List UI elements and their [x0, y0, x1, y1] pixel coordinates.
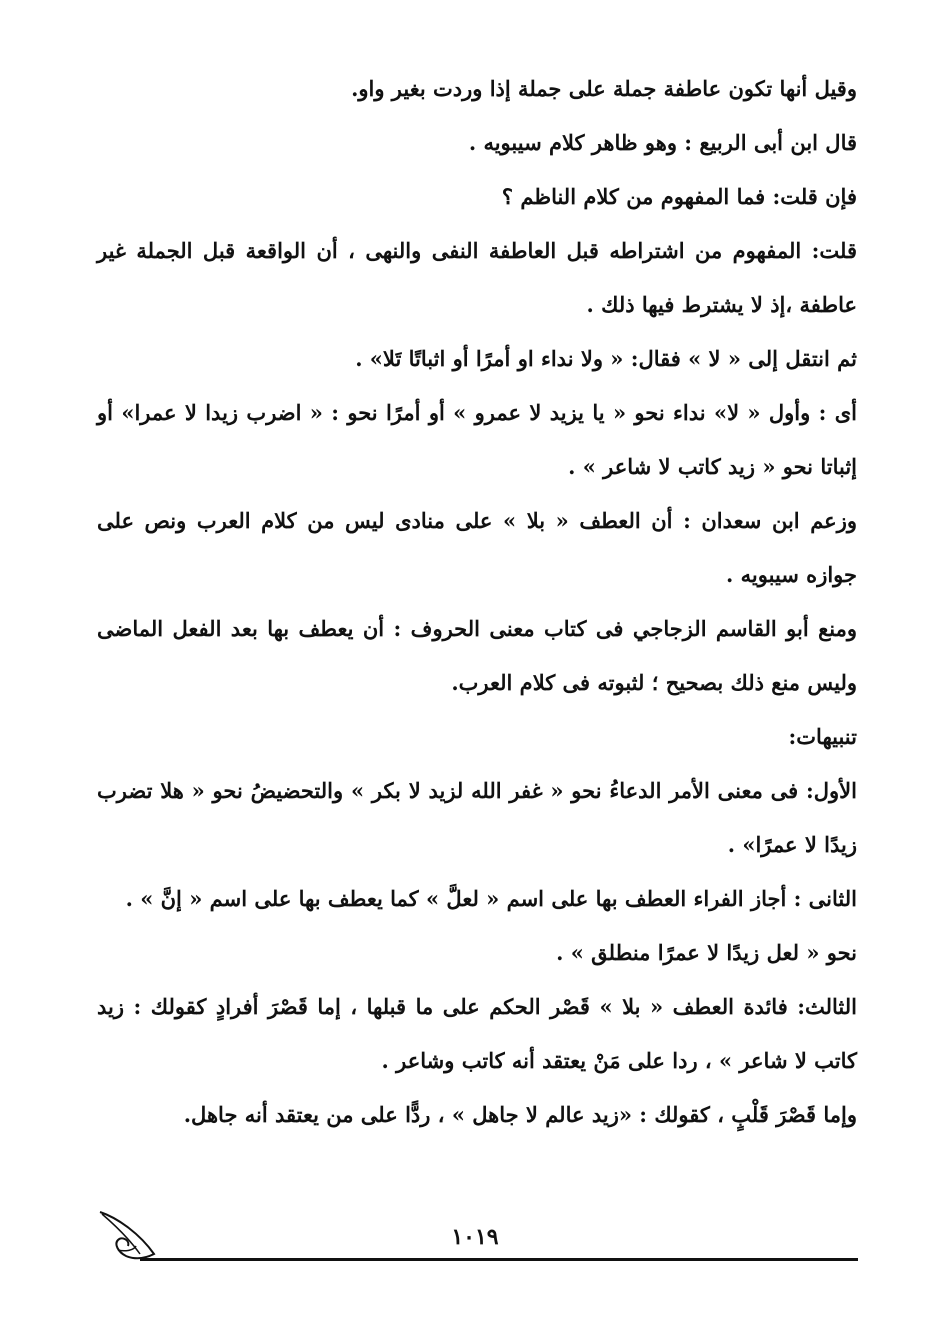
paragraph-1: وقيل أنها تكون عاطفة جملة على جملة إذا وردت بغير واو.	[351, 76, 857, 101]
page-number: ١٠١٩	[451, 1224, 499, 1250]
paragraph-4: قلت: المفهوم من اشتراطه قبل العاطفة النفى والنهى ، أن الواقعة قبل الجملة غير عاطفة ،إذ لا يشترط فيها ذلك .	[97, 238, 857, 317]
paragraph-7: وزعم ابن سعدان : أن العطف « بلا » على منادى ليس من كلام العرب ونص على جوازه سيبويه .	[97, 508, 857, 587]
paragraph-10: الثانى : أجاز الفراء العطف بها على اسم « لعلَّ » كما يعطف بها على اسم « إنَّ » .	[125, 886, 857, 911]
section-heading: تنبيهات:	[788, 724, 857, 749]
paragraph-8: ومنع أبو القاسم الزجاجي فى كتاب معنى الحروف : أن يعطف بها بعد الفعل الماضى وليس منع ذلك بصحيح ؛ لثبوته فى كلام العرب.	[97, 616, 857, 695]
body-text	[97, 62, 857, 1142]
paragraph-5: ثم انتقل إلى « لا » فقال: « ولا نداء او أمرًا أو اثباتًا تَلا» .	[355, 346, 857, 371]
paragraph-13: وإما قَصْرَ قَلْبٍ ، كقولك : «زيد عالم لا جاهل » ، ردًّا على من يعتقد أنه جاهل.	[183, 1102, 857, 1127]
paragraph-9: الأول: فى معنى الأمر الدعاءُ نحو « غفر الله لزيد لا بكر » والتحضيضُ نحو « هلا تضرب زيدًا لا عمرًا» .	[97, 778, 857, 857]
paragraph-12: الثالث: فائدة العطف « بلا » قَصْر الحكم على ما قبلها ، إما قَصْرَ أفرادٍ كقولك : زيد كاتب لا شاعر » ، ردا على مَنْ يعتقد أنه كاتب وشاعر .	[97, 994, 857, 1073]
paragraph-6: أى : وأول « لا» نداء نحو « يا يزيد لا عمرو » أو أمرًا نحو : « اضرب زيدا لا عمرا» أو إثباتا نحو « زيد كاتب لا شاعر » .	[97, 400, 857, 479]
paragraph-11: نحو « لعل زيدًا لا عمرًا منطلق » .	[556, 940, 857, 965]
paragraph-3: فإن قلت: فما المفهوم من كلام الناظم ؟	[501, 184, 857, 209]
footer-rule	[140, 1258, 858, 1261]
paragraph-2: قال ابن أبى الربيع : وهو ظاهر كلام سيبويه .	[468, 130, 857, 155]
